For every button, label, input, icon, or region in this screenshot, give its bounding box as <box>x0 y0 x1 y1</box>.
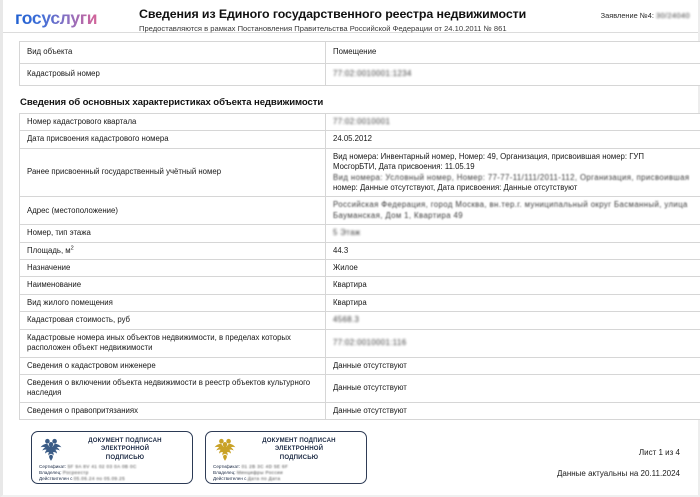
table-row <box>20 277 700 294</box>
stamp-1-title-line-0: ДОКУМЕНТ ПОДПИСАН <box>88 437 162 444</box>
page-indicator: Лист 1 из 4 <box>638 448 680 457</box>
row-value <box>326 197 700 225</box>
row-key: Сведения о включении объекта недвижимости в реестр объектов культурного наследия <box>20 374 326 402</box>
table-row <box>20 148 700 197</box>
gosuslugi-logo: госуслуги <box>15 7 133 28</box>
stamp-2-info <box>212 464 360 483</box>
row-value <box>326 64 700 86</box>
row-value: Квартира <box>326 277 700 294</box>
table-row <box>20 357 700 374</box>
redacted-value: 77:02:0010001:116 <box>333 337 407 347</box>
application-number: 30/24040 <box>655 11 690 20</box>
row-value-line: МосгорБТИ, Дата присвоения: 11.05.19 <box>333 162 475 172</box>
row-key: Кадастровые номера иных объектов недвижимости, в пределах которых расположен объект недвижимости <box>20 329 326 357</box>
page-title: Сведения из Единого государственного реестра недвижимости <box>139 7 527 21</box>
table-row <box>20 260 700 277</box>
table-row <box>20 294 700 311</box>
row-key: Назначение <box>20 260 326 277</box>
signature-stamp-2 <box>205 431 367 484</box>
stamp-info-value: 5F 9A 8V 41 02 03 0A 0B 0C <box>67 464 137 469</box>
main-section-heading: Сведения об основных характеристиках объекта недвижимости <box>20 97 324 108</box>
table-row <box>20 42 700 64</box>
row-key: Кадастровый номер <box>20 64 326 86</box>
table-row <box>20 197 700 225</box>
row-key: Кадастровая стоимость, руб <box>20 312 326 329</box>
table-row <box>20 64 700 86</box>
stamp-info-line <box>39 476 186 482</box>
table-row <box>20 131 700 148</box>
application-number-block <box>601 7 690 20</box>
row-key: Наименование <box>20 277 326 294</box>
stamp-info-line <box>213 476 360 482</box>
stamp-info-label: Владелец: <box>39 470 63 476</box>
stamp-2-title-line-1: ЭЛЕКТРОННОЙ <box>274 445 324 453</box>
header-text-block <box>133 7 601 35</box>
row-key: Номер, тип этажа <box>20 225 326 242</box>
row-value: Квартира <box>326 294 700 311</box>
row-value: 44.3 <box>326 242 700 259</box>
signature-stamp-1 <box>31 431 193 484</box>
data-actual-note: Данные актуальны на 20.11.2024 <box>556 469 680 478</box>
table-row <box>20 225 700 242</box>
stamp-2-title-line-0: ДОКУМЕНТ ПОДПИСАН <box>262 437 336 444</box>
stamp-2-title-line-2: ПОДПИСЬЮ <box>279 453 319 461</box>
row-value: 24.05.2012 <box>326 131 700 148</box>
stamp-info-label: Сертификат: <box>213 464 242 469</box>
row-key: Вид объекта <box>20 42 326 64</box>
redacted-value: 77:02:0010001:1234 <box>333 69 412 79</box>
row-value-line: Вид номера: Условный номер, Номер: 77-77-11/111/2011-112, Организация, присвоившая <box>333 172 690 182</box>
stamp-1-info <box>38 464 186 483</box>
redacted-value: 5 Этаж <box>333 228 361 238</box>
stamp-1-title-line-1: ЭЛЕКТРОННОЙ <box>100 445 150 453</box>
row-value: Жилое <box>326 260 700 277</box>
page-subtitle: Предоставляются в рамках Постановления Правительства Российской Федерации от 24.10.2011 № 861 <box>139 24 507 33</box>
stamp-info-label: Сертификат: <box>39 464 68 469</box>
row-value-line: Бауманская, Дом 1, Квартира 49 <box>333 210 463 220</box>
stamp-info-value: 05.06.24 по 05.09.25 <box>73 476 126 482</box>
row-value <box>326 148 700 197</box>
stamp-1-title <box>64 436 186 462</box>
stamp-2-title <box>238 436 360 462</box>
document-header <box>3 0 698 33</box>
row-value <box>326 225 700 242</box>
redacted-value: 4568.3 <box>333 315 360 325</box>
stamp-info-value: Минцифры России <box>236 470 283 476</box>
stamp-info-label: Владелец: <box>213 470 237 476</box>
table-row <box>20 402 700 419</box>
row-key: Площадь, $м^2$ <box>20 242 326 259</box>
row-value-line: Вид номера: Инвентарный номер, Номер: 49, Организация, присвоившая номер: ГУП <box>333 151 644 161</box>
stamp-info-value: 01 2B 3C 4D 5E 6F <box>241 464 289 469</box>
row-value: Помещение <box>326 42 700 64</box>
stamp-1-title-line-2: ПОДПИСЬЮ <box>105 453 145 461</box>
table-row <box>20 114 700 131</box>
stamp-info-value: Дата по Дата <box>247 476 281 482</box>
row-key: Вид жилого помещения <box>20 294 326 311</box>
double-headed-eagle-icon <box>212 436 238 463</box>
row-value: Данные отсутствуют <box>326 402 700 419</box>
table-row <box>20 329 700 357</box>
table-row <box>20 374 700 402</box>
row-key: Номер кадастрового квартала <box>20 114 326 131</box>
row-value: Данные отсутствуют <box>326 357 700 374</box>
row-value <box>326 312 700 329</box>
stamp-info-label: Действителен с <box>213 476 248 482</box>
row-value: Данные отсутствуют <box>326 374 700 402</box>
row-value <box>326 114 700 131</box>
main-characteristics-table <box>19 113 700 420</box>
document-footer <box>557 447 680 480</box>
row-value-line: Российская Федерация, город Москва, вн.тер.г. муниципальный округ Басманный, улица <box>333 200 688 210</box>
stamp-1-top <box>38 436 186 463</box>
stamp-info-value: Росреестр <box>62 470 89 476</box>
row-key: Сведения о кадастровом инженере <box>20 357 326 374</box>
row-key: Ранее присвоенный государственный учётный номер <box>20 148 326 197</box>
stamp-info-label: Действителен с <box>39 476 74 482</box>
row-key: Адрес (местоположение) <box>20 197 326 225</box>
row-value-line: номер: Данные отсутствуют, Дата присвоения: Данные отсутствуют <box>333 183 578 193</box>
double-headed-eagle-icon <box>38 436 64 463</box>
row-key: Сведения о правопритязаниях <box>20 402 326 419</box>
stamp-2-top <box>212 436 360 463</box>
table-row <box>20 312 700 329</box>
redacted-value: 77:02:0010001 <box>333 117 391 126</box>
object-info-table <box>19 41 700 86</box>
table-row <box>20 242 700 259</box>
application-label: Заявление №4: <box>600 11 654 20</box>
row-key: Дата присвоения кадастрового номера <box>20 131 326 148</box>
row-value <box>326 329 700 357</box>
